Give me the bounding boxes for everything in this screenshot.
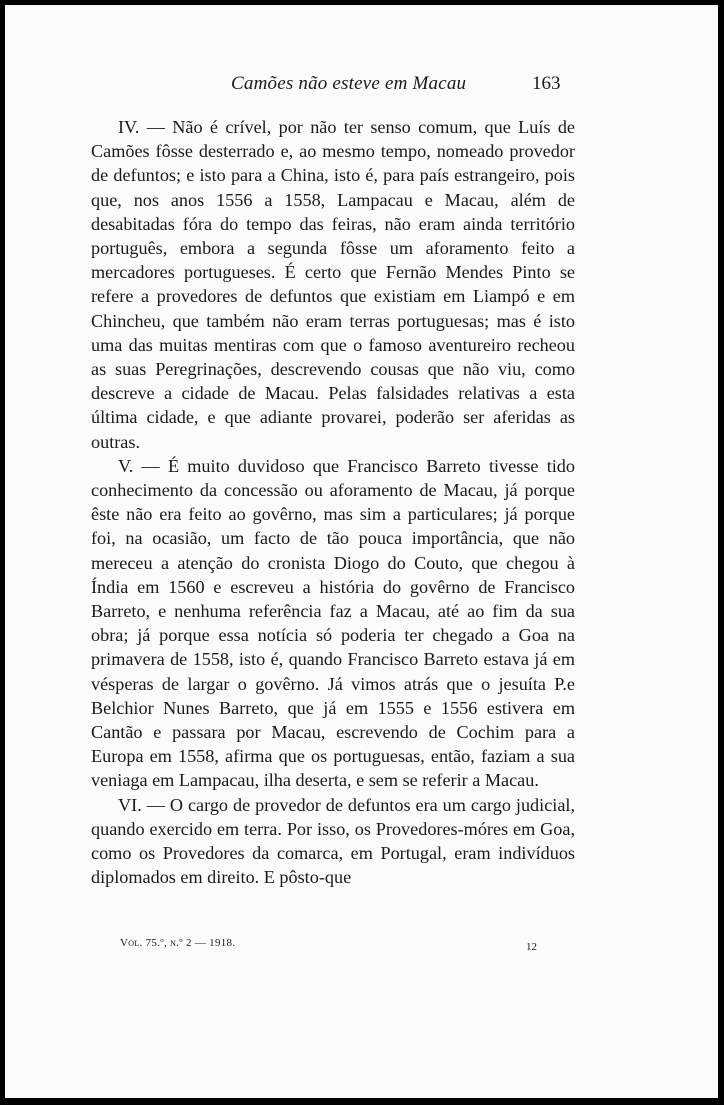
paragraph-iv: IV. — Não é crível, por não ter senso comum, que Luís de Camões fôsse desterrado e, ao mesmo tempo, nomeado provedor de defuntos; e isto para a China, isto é, para país estrangeiro, pois que, nos anos 1556 a 1558, Lampacau e Macau, além de desabitadas fóra do tempo das feiras, não eram ainda território português, embora a segunda fôsse um aforamento feito a mercadores portugueses. É certo que Fernão Mendes Pinto se refere a provedores de defuntos que existiam em Liampó e em Chincheu, que também não eram terras portuguesas; mas é isto uma das muitas mentiras com que o famoso aventureiro recheou as suas Peregrinações, descrevendo cousas que não viu, como descreve a cidade de Macau. Pelas falsidades relativas a esta última cidade, e que adiante provarei, poderão ser aferidas as outras.: [91, 117, 575, 452]
signature-mark: 12: [526, 941, 537, 953]
paragraph-vi: VI. — O cargo de provedor de defuntos era um cargo judicial, quando exercido em terra. Por isso, os Provedores-móres em Goa, como os Provedores da comarca, em Portugal, eram indivíduos diplomados em direito. E pôsto-que: [91, 794, 575, 888]
volume-line: Vol. 75.º, n.º 2 — 1918.: [120, 937, 236, 949]
body-text: [91, 115, 575, 890]
running-title: Camões não esteve em Macau: [231, 73, 467, 94]
page-number: 163: [532, 73, 561, 94]
book-page: [5, 5, 718, 1098]
paragraph-v: V. — É muito duvidoso que Francisco Barreto tivesse tido conhecimento da concessão ou aforamento de Macau, já porque êste não era feito ao govêrno, mas sim a particulares; já porque foi, na ocasião, um facto de tão pouca importância, que não mereceu a atenção do cronista Diogo do Couto, que chegou à Índia em 1560 e escreveu a história do govêrno de Francisco Barreto, e nenhuma referência faz a Macau, até ao fim da sua obra; já porque essa notícia só poderia ter chegado a Goa na primavera de 1558, isto é, quando Francisco Barreto estava já em vésperas de largar o govêrno. Já vimos atrás que o jesuíta P.e Belchior Nunes Barreto, que já em 1555 e 1556 estivera em Cantão e passara por Macau, escrevendo de Cochim para a Europa em 1558, afirma que os portuguesas, então, faziam a sua veniaga em Lampacau, ilha deserta, e sem se referir a Macau.: [91, 455, 575, 791]
